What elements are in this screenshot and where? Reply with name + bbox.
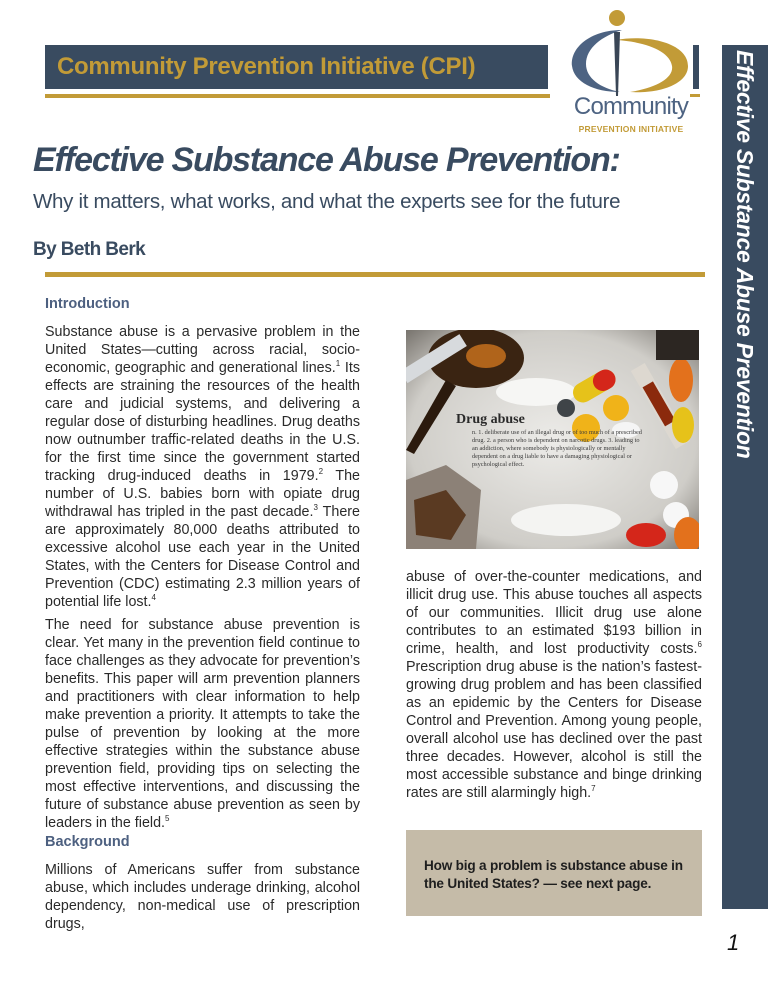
callout-text: How big a problem is substance abuse in the United States? — see next page.: [424, 858, 683, 891]
section-heading-introduction: Introduction: [45, 296, 130, 312]
photo-definition: Drug abuse n. 1. deliberate use of an illegal drug or of too much of a prescribed drug. 2. a person who is dependent on narcotic drugs. 3. leading to an addiction, where somebody is physiologically or mentally dependent on a drug liable to have a damaging physiological or psychological effect.: [456, 412, 642, 468]
banner-title: Community Prevention Initiative (CPI): [57, 53, 476, 80]
background-paragraph-1: Millions of Americans suffer from substance abuse, which includes underage drinking, alcohol dependency, non-medical use of prescription drugs,: [45, 862, 360, 932]
footnote-ref: 1: [335, 359, 341, 369]
next-page-callout: [406, 830, 702, 916]
page-number: 1: [727, 930, 740, 955]
footnote-ref: 5: [165, 814, 170, 824]
side-title-bar: [722, 45, 768, 909]
logo-wordmark: Community: [573, 93, 689, 120]
intro-paragraph-1: Substance abuse is a pervasive problem in the United States—cutting across racial, socio-economic, geographic and generational lines.$^1$ Its effects are straining the resources of the health care and judicial systems, and delivering a regular dose of disturbing headlines. Drug deaths now outnumber traffic-related deaths in the U.S. for the first time since the government started tracking drug-induced deaths in 1979.$^2$ The number of U.S. babies born with opiate drug withdrawal has tripled in the past decade.$^3$ There are approximately 80,000 deaths attributed to excessive alcohol use each year in the United States, with the Centers for Disease Control and Prevention (CDC) estimating 2.3 million years of potential life lost.$^4$: [45, 324, 360, 610]
drug-abuse-photo: [406, 330, 699, 549]
footnote-ref: 2: [318, 467, 324, 477]
title-divider: [45, 272, 705, 277]
banner-underline: [45, 94, 550, 98]
side-title-text: Effective Substance Abuse Prevention: [732, 50, 758, 459]
intro-paragraph-2: The need for substance abuse prevention is clear. Yet many in the prevention field continue to face challenges as they advocate for prevention’s benefits. This paper will arm prevention planners and practitioners with clear information to help make prevention a priority. It attempts to take the pulse of prevention by looking at the more effective strategies within the substance abuse prevention field, providing tips on selecting the most effective interventions, and discussing the future of substance abuse prevention as seen by leaders in the field.$^5$: [45, 617, 360, 831]
footnote-ref: 6: [697, 640, 702, 650]
footnote-ref: 3: [313, 503, 318, 513]
background-paragraph-2: abuse of over-the-counter medications, and illicit drug use. This abuse touches all aspects of our communities. Illicit drug use alone contributes to an estimated $193 billion in crime, health, and lost productivity costs.$^6$ Prescription drug abuse is the nation’s fastest-growing drug problem and has been classified as an epidemic by the Centers for Disease Control and Prevention. Among young people, overall alcohol use has declined over the past three decades. However, alcohol is still the most accessible substance and binge drinking rates are still alarmingly high.$^7$: [406, 569, 702, 801]
page-title: Effective Substance Abuse Prevention:: [33, 141, 620, 179]
footnote-ref: 7: [591, 784, 596, 794]
page-subtitle: Why it matters, what works, and what the experts see for the future: [33, 190, 621, 213]
footnote-ref: 4: [151, 593, 156, 603]
section-heading-background: Background: [45, 834, 130, 850]
logo-tagline: PREVENTION INITIATIVE: [578, 124, 684, 134]
author-byline: By Beth Berk: [33, 239, 146, 260]
